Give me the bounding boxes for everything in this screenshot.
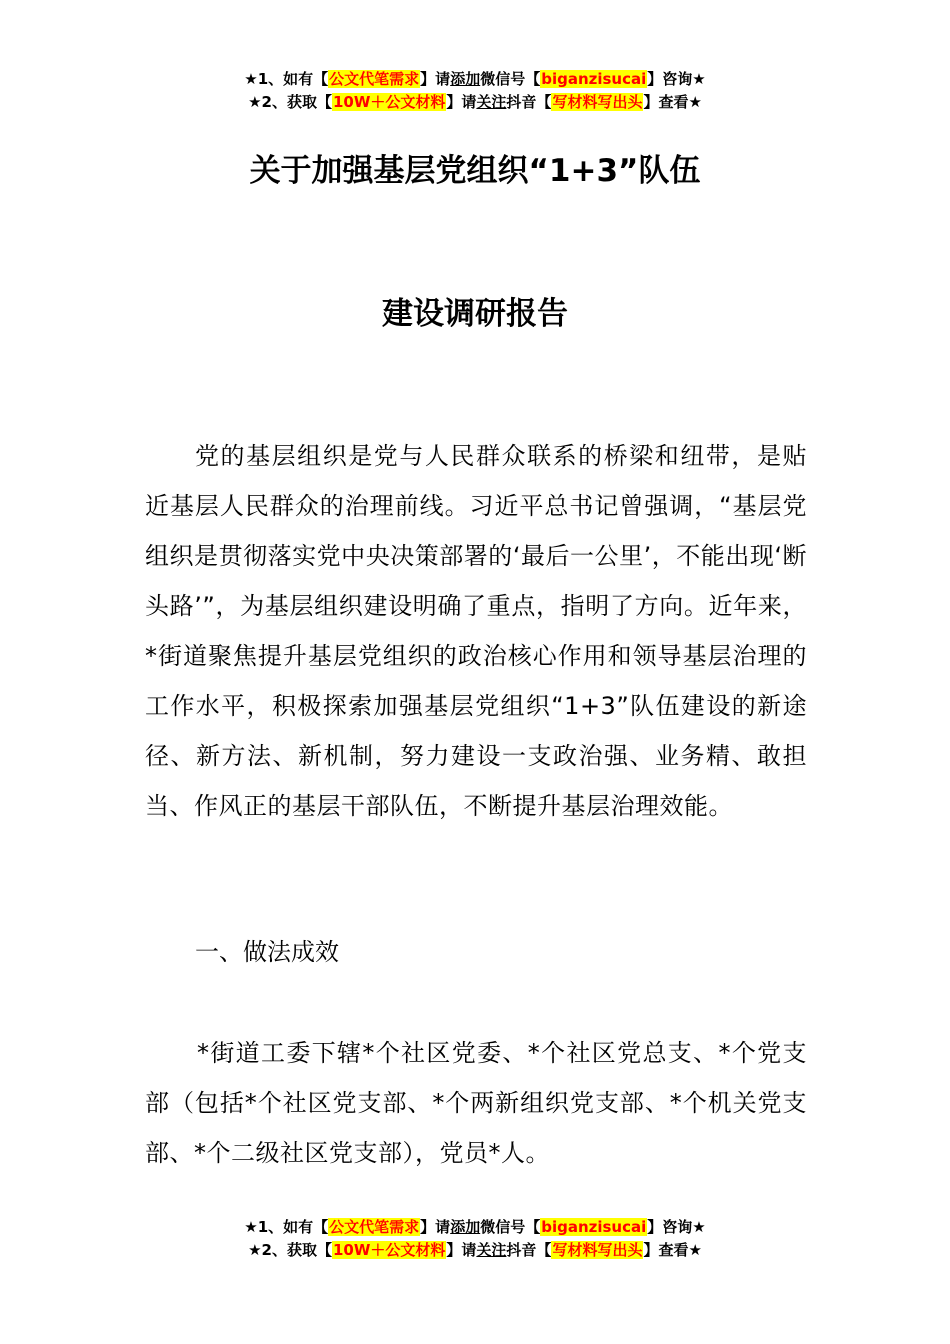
promo-highlight-douyin-account: 写材料写出头 xyxy=(552,1241,643,1259)
promo-highlight-douyin-account: 写材料写出头 xyxy=(552,93,643,111)
body-paragraph-intro: 党的基层组织是党与人民群众联系的桥梁和纽带，是贴近基层人民群众的治理前线。习近平总书记曾强调，“基层党组织是贯彻落实党中央决策部署的‘最后一公里’，不能出现‘断头路’”，为基层组织建设明确了重点，指明了方向。近年来，*街道聚焦提升基层党组织的政治核心作用和领导基层治理的工作水平，积极探索加强基层党组织“1+3”队伍建设的新途径、新方法、新机制，努力建设一支政治强、业务精、敢担当、作风正的基层干部队伍，不断提升基层治理效能。 xyxy=(145,442,807,820)
promo-text: 】请 xyxy=(420,70,451,88)
promo-text: ★1、如有【 xyxy=(244,70,329,88)
promo-text: 微信号【 xyxy=(480,1218,541,1236)
promo-text: 】请 xyxy=(420,1218,451,1236)
promo-highlight-materials: 10W＋公文材料 xyxy=(332,1241,446,1259)
promo-text: 抖音【 xyxy=(506,93,552,111)
promo-highlight-materials: 10W＋公文材料 xyxy=(332,93,446,111)
promo-underline-follow: 关注 xyxy=(476,1241,507,1259)
section-heading-practices: 一、做法成效 xyxy=(195,938,339,966)
promo-text: 】查看★ xyxy=(643,93,702,111)
promo-text: 微信号【 xyxy=(480,70,541,88)
promo-line-1 xyxy=(0,68,950,91)
promo-underline-follow: 关注 xyxy=(476,93,507,111)
promo-line-2 xyxy=(0,91,950,114)
promo-banner-bottom xyxy=(0,1216,950,1262)
promo-highlight-service: 公文代笔需求 xyxy=(329,70,420,88)
promo-highlight-wechat-id: biganzisucai xyxy=(541,70,647,88)
promo-text: 】查看★ xyxy=(643,1241,702,1259)
promo-line-2 xyxy=(0,1239,950,1262)
promo-text: 抖音【 xyxy=(506,1241,552,1259)
promo-text: ★1、如有【 xyxy=(244,1218,329,1236)
promo-banner-top xyxy=(0,68,950,114)
promo-underline-add: 添加 xyxy=(450,1218,481,1236)
promo-highlight-service: 公文代笔需求 xyxy=(329,1218,420,1236)
promo-text: 】咨询★ xyxy=(647,70,706,88)
promo-text: ★2、获取【 xyxy=(248,93,332,111)
promo-text: 】咨询★ xyxy=(647,1218,706,1236)
promo-text: ★2、获取【 xyxy=(248,1241,332,1259)
promo-highlight-wechat-id: biganzisucai xyxy=(541,1218,647,1236)
document-title-line-2: 建设调研报告 xyxy=(382,296,568,332)
body-paragraph-organization: *街道工委下辖*个社区党委、*个社区党总支、*个党支部（包括*个社区党支部、*个两新组织党支部、*个机关党支部、*个二级社区党支部），党员*人。 xyxy=(145,1039,807,1167)
promo-underline-add: 添加 xyxy=(450,70,481,88)
promo-line-1 xyxy=(0,1216,950,1239)
promo-text: 】请 xyxy=(446,1241,477,1259)
promo-text: 】请 xyxy=(446,93,477,111)
document-title-line-1: 关于加强基层党组织“1+3”队伍 xyxy=(249,153,701,189)
